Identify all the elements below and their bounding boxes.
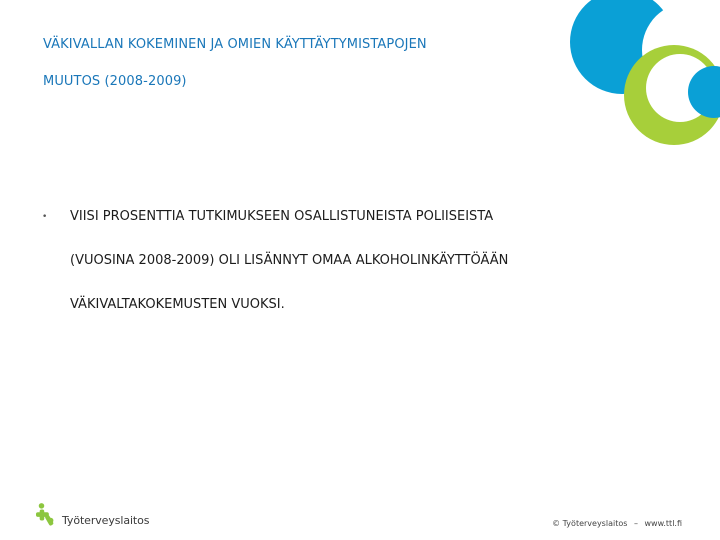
footer-url-link[interactable]: www.ttl.fi (644, 519, 682, 528)
slide-title (43, 26, 603, 100)
footer (550, 519, 684, 528)
title-line-1: VÄKIVALLAN KOKEMINEN JA OMIEN KÄYTTÄYTYMISTAPOJEN (43, 37, 427, 52)
bullet-marker: • (42, 212, 48, 222)
bullet-list (42, 195, 662, 327)
bullet-item (42, 195, 662, 327)
logo (36, 500, 149, 530)
footer-separator: – (633, 519, 638, 528)
footer-copyright: © Työterveyslaitos (552, 519, 628, 528)
bullet-line-3: VÄKIVALTAKOKEMUSTEN VUOKSI. (70, 297, 285, 312)
title-line-2: MUUTOS (2008-2009) (43, 74, 187, 89)
bullet-line-1: VIISI PROSENTTIA TUTKIMUKSEEN OSALLISTUNEISTA POLIISEISTA (70, 209, 494, 224)
logo-text: Työterveyslaitos (62, 513, 150, 527)
bullet-line-2: (VUOSINA 2008-2009) OLI LISÄNNYT OMAA ALKOHOLINKÄYTTÖÄÄN (70, 253, 509, 268)
tyoterveyslaitos-logo-icon (36, 502, 58, 528)
